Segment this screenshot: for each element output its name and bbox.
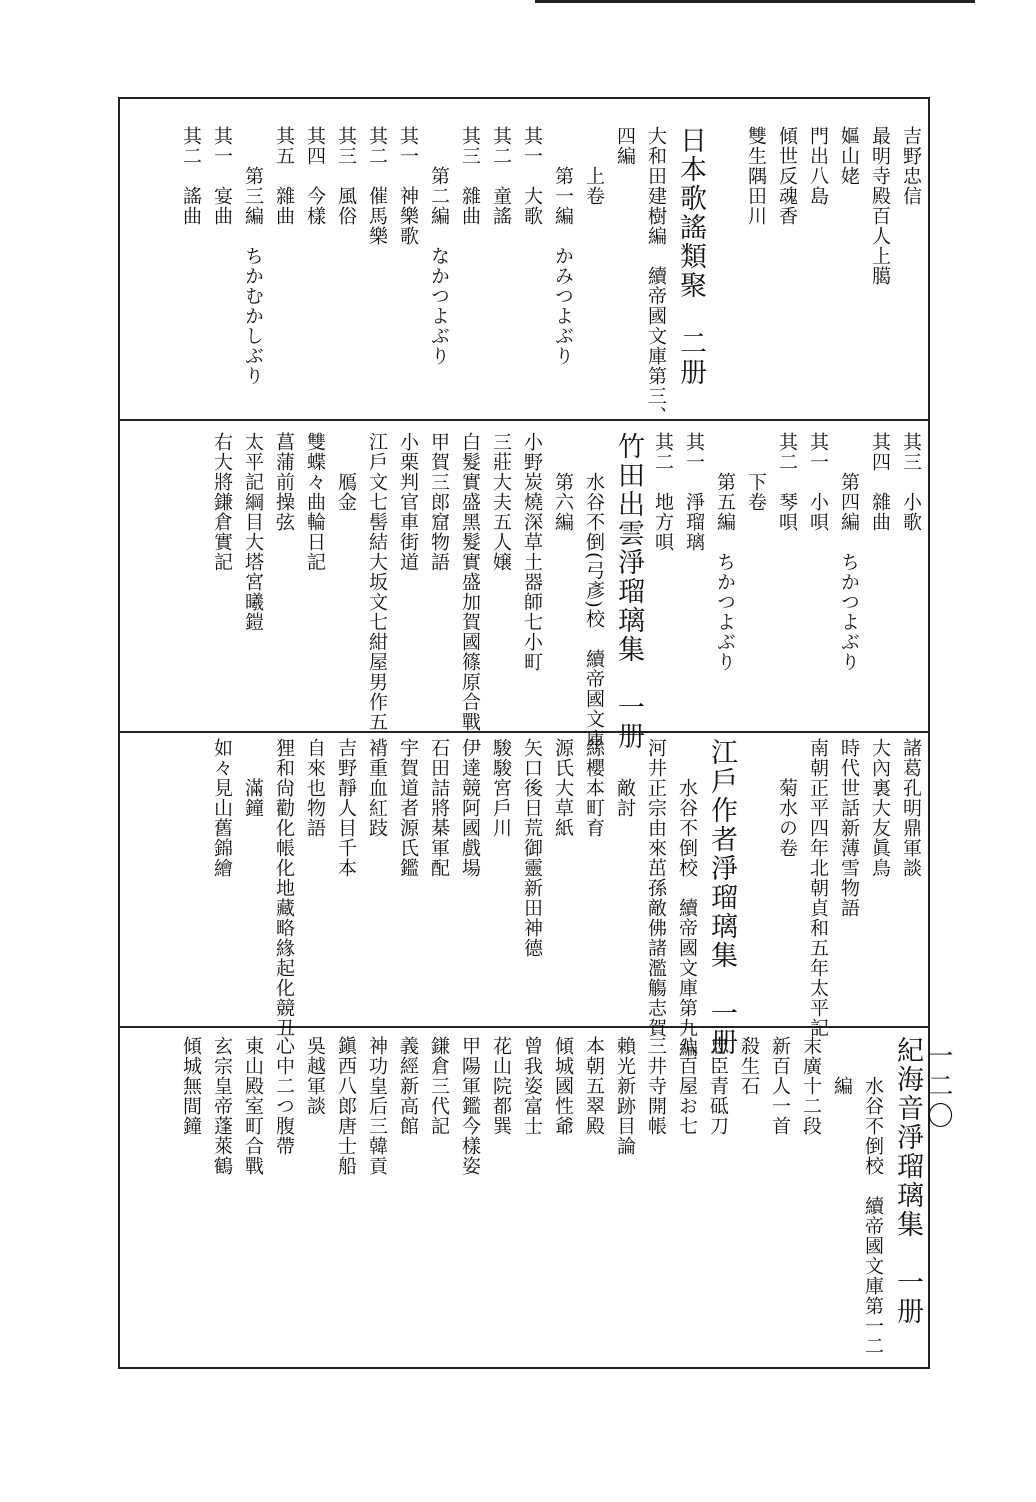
index-entry: 三莊大夫五人嬢	[490, 432, 512, 572]
index-entry-column	[578, 738, 609, 1023]
index-entry: 其三 雜曲	[459, 126, 481, 226]
index-entry: 下卷	[745, 472, 767, 512]
index-band-4	[122, 1036, 926, 1366]
index-entry-column	[361, 1036, 392, 1366]
section-title-column	[702, 738, 740, 1057]
index-band-2	[122, 432, 926, 751]
page-number: 一二〇	[923, 1042, 953, 1132]
index-entry: 其二 謠曲	[180, 126, 202, 226]
index-entry: 水谷不倒校 續帝國文庫第一二	[862, 1076, 884, 1356]
index-entry-column	[330, 432, 361, 728]
index-entry-column	[709, 432, 740, 728]
index-entry-column	[268, 126, 299, 416]
index-entry: 菊水の卷	[776, 778, 798, 858]
index-entry-column	[237, 432, 268, 728]
index-entry: 其四 今樣	[304, 126, 326, 226]
index-entry: 水谷不倒校 續帝國文庫第九編	[676, 778, 698, 1058]
index-entry: 菖蒲前操弦	[273, 432, 295, 532]
index-entry: 大內裏大友眞鳥	[869, 738, 891, 878]
index-entry-column	[609, 126, 640, 416]
index-entry-column	[864, 432, 895, 728]
index-entry-column	[640, 738, 671, 1038]
section-title: 竹田出雲淨瑠璃集 一册	[613, 432, 644, 751]
index-entry-column	[392, 126, 423, 416]
index-entry: 太平記綱目大塔宮曦鎧	[242, 432, 264, 632]
index-entry: 其一 大歌	[521, 126, 543, 226]
index-entry: 其四 雜曲	[869, 432, 891, 532]
band-2-columns	[122, 432, 926, 751]
index-entry-column	[392, 1036, 423, 1366]
index-entry: 花山院都巽	[490, 1036, 512, 1136]
index-entry: 殺生石	[738, 1036, 760, 1096]
index-entry: 時代世話新薄雪物語	[838, 738, 860, 918]
index-entry-column	[857, 1036, 888, 1366]
section-title-column	[888, 1036, 926, 1366]
index-entry-column	[802, 126, 833, 416]
index-entry-column	[516, 432, 547, 728]
index-entry-column	[547, 1036, 578, 1366]
index-entry-column	[671, 1036, 702, 1366]
index-entry: 編	[831, 1076, 853, 1096]
index-entry-column	[237, 738, 268, 1023]
index-entry: 玄宗皇帝蓬萊鶴	[211, 1036, 233, 1176]
index-entry: 右大將鎌倉實記	[211, 432, 233, 572]
index-entry: 其二 琴唄	[776, 432, 798, 532]
index-entry-column	[361, 432, 392, 732]
index-entry: 鎌倉三代記	[428, 1036, 450, 1136]
index-entry: 駿駿宮戶川	[490, 738, 512, 838]
index-entry: 神功皇后三韓貢	[366, 1036, 388, 1176]
index-entry-column	[454, 1036, 485, 1366]
index-entry: 其一 宴曲	[211, 126, 233, 226]
index-entry-column	[833, 126, 864, 416]
index-entry-column	[771, 432, 802, 728]
index-entry-column	[454, 126, 485, 416]
index-entry-column	[547, 738, 578, 1023]
index-entry-column	[268, 432, 299, 728]
index-entry-column	[516, 126, 547, 416]
index-entry-column	[392, 738, 423, 1023]
section-title-column	[609, 432, 647, 751]
index-entry-column	[547, 126, 578, 416]
index-entry: 曾我姿富士	[521, 1036, 543, 1136]
index-entry-column	[175, 1036, 206, 1366]
index-entry-column	[237, 1036, 268, 1366]
index-entry: 其三 風俗	[335, 126, 357, 226]
index-entry-column	[454, 432, 485, 732]
index-entry-column	[733, 1036, 764, 1366]
index-entry-column	[299, 1036, 330, 1366]
index-entry: 吉野靜人目千本	[335, 738, 357, 878]
index-entry: 絲櫻本町育	[583, 738, 605, 838]
band-4-columns	[122, 1036, 926, 1366]
index-entry-column	[895, 432, 926, 728]
top-border-line	[535, 0, 975, 3]
index-entry-column	[423, 738, 454, 1023]
index-entry-column	[578, 126, 609, 416]
index-entry-column	[299, 738, 330, 1023]
index-entry-column	[485, 432, 516, 728]
index-entry: 其一 淨瑠璃	[683, 432, 705, 552]
index-entry-column	[485, 738, 516, 1023]
index-entry: 第六編	[552, 472, 574, 532]
index-entry-column	[485, 1036, 516, 1366]
index-entry-column	[330, 126, 361, 416]
index-entry-column	[764, 1036, 795, 1366]
index-entry-column	[640, 126, 671, 426]
band-divider	[118, 419, 930, 421]
index-entry-column	[709, 126, 740, 416]
index-entry: 八百屋お七	[676, 1036, 698, 1136]
index-entry-column	[578, 1036, 609, 1366]
index-entry: 賴光新跡目論	[614, 1036, 636, 1156]
index-entry: 第四編 ちかつよぶり	[838, 472, 860, 672]
index-entry-column	[740, 738, 771, 1023]
index-entry: 河井正宗由來茁孫敵佛諸濫觴志賀	[645, 738, 667, 1038]
section-title-column	[671, 126, 709, 416]
index-entry: 小栗判官車街道	[397, 432, 419, 572]
index-entry: 南朝正平四年北朝貞和五年太平記	[807, 738, 829, 1038]
index-entry-column	[802, 432, 833, 728]
index-entry: 矢口後日荒御靈新田神德	[521, 738, 543, 958]
index-entry-column	[516, 1036, 547, 1366]
index-entry-column	[864, 126, 895, 416]
index-entry: 大和田建樹編 續帝國文庫第三、	[645, 126, 667, 426]
index-band-3	[122, 738, 926, 1058]
section-title: 紀海音淨瑠璃集 一册	[892, 1036, 923, 1326]
index-entry: 吳越軍談	[304, 1036, 326, 1116]
index-entry-column	[330, 1036, 361, 1366]
index-entry: 最明寺殿百人上臈	[869, 126, 891, 286]
index-entry-column	[678, 432, 709, 728]
index-entry-column	[206, 738, 237, 1023]
index-entry-column	[361, 126, 392, 416]
index-entry: 四編	[614, 126, 636, 166]
index-entry-column	[175, 126, 206, 416]
index-entry-column	[299, 432, 330, 728]
index-entry: 滿鐘	[242, 778, 264, 818]
index-entry: 三井寺開帳	[645, 1036, 667, 1136]
index-entry: 源氏大草紙	[552, 738, 574, 838]
index-entry-column	[516, 738, 547, 1023]
index-entry: 諸葛孔明鼎軍談	[900, 738, 922, 878]
section-title: 日本歌謠類聚 二册	[675, 126, 706, 387]
index-entry: 嫗山姥	[838, 126, 860, 186]
index-entry: 上卷	[583, 166, 605, 206]
index-entry: 新百人一首	[769, 1036, 791, 1136]
index-entry: 吉野忠信	[900, 126, 922, 206]
index-entry: 褙重血紅跂	[366, 738, 388, 838]
index-entry-column	[802, 738, 833, 1038]
index-entry-column	[330, 738, 361, 1023]
index-entry: 第一編 かみつよぶり	[552, 166, 574, 366]
index-entry-column	[702, 1036, 733, 1366]
index-entry-column	[578, 432, 609, 749]
index-entry: 第二編 なかつよぶり	[428, 166, 450, 366]
index-entry-column	[647, 432, 678, 728]
band-divider	[118, 731, 930, 733]
index-entry: 自來也物語	[304, 738, 326, 838]
index-entry-column	[547, 432, 578, 728]
section-title: 江戶作者淨瑠璃集 一册	[706, 738, 737, 1057]
index-entry: 東山殿室町合戰	[242, 1036, 264, 1176]
index-entry-column	[771, 126, 802, 416]
index-entry: 傾世反魂香	[776, 126, 798, 226]
index-entry: 甲陽軍鑑今樣姿	[459, 1036, 481, 1176]
index-entry-column	[864, 738, 895, 1023]
index-entry: 江戶文七髻結大坂文七紺屋男作五	[366, 432, 388, 732]
index-entry: 如々見山舊錦繪	[211, 738, 233, 878]
index-entry-column	[454, 738, 485, 1023]
index-entry: 本朝五翠殿	[583, 1036, 605, 1136]
index-entry-column	[609, 738, 640, 1023]
index-entry: 小野炭燒深草土器師七小町	[521, 432, 543, 672]
band-3-columns	[122, 738, 926, 1058]
index-entry-column	[206, 1036, 237, 1366]
index-entry: 鎭西八郎唐士船	[335, 1036, 357, 1176]
index-entry: 其二 催馬樂	[366, 126, 388, 246]
index-entry: 狸和尙勸化帳化地藏略緣起化競丑	[273, 738, 295, 1038]
index-entry-column	[268, 738, 299, 1038]
index-entry-column	[423, 1036, 454, 1366]
index-entry: 其一 小唄	[807, 432, 829, 532]
index-entry: 鴈金	[335, 472, 357, 512]
index-entry-column	[826, 1036, 857, 1366]
index-entry: 甲賀三郎窟物語	[428, 432, 450, 572]
index-entry: 白髮實盛黑髮實盛加賀國篠原合戰	[459, 432, 481, 732]
index-entry: 雙生隅田川	[745, 126, 767, 226]
index-entry-column	[795, 1036, 826, 1366]
index-entry: 敵討	[614, 778, 636, 818]
index-entry: 其五 雜曲	[273, 126, 295, 226]
band-1-columns	[122, 126, 926, 426]
index-entry-column	[895, 126, 926, 416]
index-entry: 其二 地方唄	[652, 432, 674, 552]
index-entry: 伊達競阿國戲場	[459, 738, 481, 878]
index-entry: 水谷不倒(弓彥)校 續帝國文庫	[583, 472, 605, 749]
index-entry: 第五編 ちかつよぶり	[714, 472, 736, 672]
index-entry: 傾城國性爺	[552, 1036, 574, 1136]
index-entry-column	[740, 126, 771, 416]
index-entry-column	[237, 126, 268, 416]
index-entry-column	[609, 1036, 640, 1366]
index-entry: 其三 小歌	[900, 432, 922, 532]
index-entry-column	[206, 432, 237, 728]
index-entry-column	[671, 738, 702, 1058]
index-entry: 第三編 ちかむかしぶり	[242, 166, 264, 386]
index-entry-column	[423, 126, 454, 416]
index-entry: 忠臣青砥刀	[707, 1036, 729, 1136]
index-entry: 其一 神樂歌	[397, 126, 419, 246]
index-entry-column	[740, 432, 771, 728]
index-entry-column	[392, 432, 423, 728]
index-entry: 宇賀道者源氏鑑	[397, 738, 419, 878]
index-entry-column	[423, 432, 454, 728]
index-entry: 義經新高館	[397, 1036, 419, 1136]
index-entry-column	[833, 738, 864, 1023]
index-entry-column	[299, 126, 330, 416]
index-entry: 石田詰將棊軍配	[428, 738, 450, 878]
index-entry-column	[833, 432, 864, 728]
index-entry: 其二 童謠	[490, 126, 512, 226]
index-entry: 心中二つ腹帶	[273, 1036, 295, 1156]
index-entry-column	[485, 126, 516, 416]
index-entry-column	[895, 738, 926, 1023]
index-entry: 末廣十二段	[800, 1036, 822, 1136]
index-entry-column	[268, 1036, 299, 1366]
index-entry-column	[640, 1036, 671, 1366]
index-entry: 門出八島	[807, 126, 829, 206]
index-entry: 傾城無間鐘	[180, 1036, 202, 1136]
index-band-1	[122, 126, 926, 426]
index-entry-column	[361, 738, 392, 1023]
index-entry-column	[771, 738, 802, 1023]
index-entry: 雙蝶々曲輪日記	[304, 432, 326, 572]
index-entry-column	[206, 126, 237, 416]
